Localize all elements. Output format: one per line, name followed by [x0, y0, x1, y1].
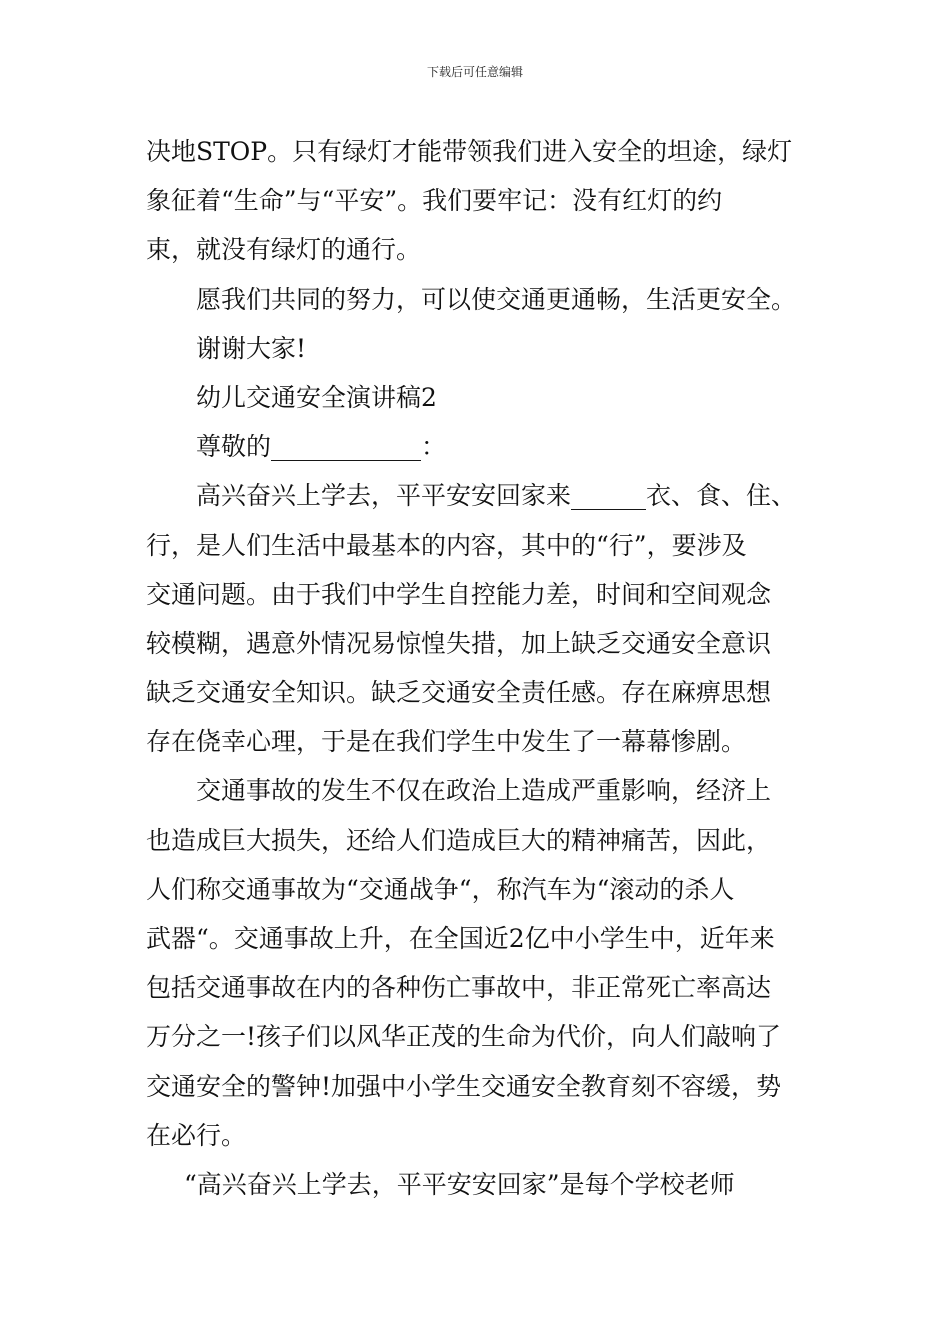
- text-line: 万分之一!孩子们以风华正茂的生命为代价，向人们敲响了: [146, 1022, 782, 1052]
- text-line: 束，就没有绿灯的通行。: [146, 235, 422, 265]
- text-line: 缺乏交通安全知识。缺乏交通安全责任感。存在麻痹思想: [146, 678, 772, 708]
- text-line: 存在侥幸心理，于是在我们学生中发生了一幕幕惨剧。: [146, 727, 747, 757]
- closing-thanks: 谢谢大家!: [196, 333, 307, 363]
- text-line: 较模糊，遇意外情况易惊惶失措，加上缺乏交通安全意识: [146, 628, 772, 658]
- salutation: 尊敬的____________：: [196, 432, 447, 462]
- text-line: 交通安全的警钟!加强中小学生交通安全教育刻不容缓，势: [146, 1071, 782, 1101]
- text-line: 交通问题。由于我们中学生自控能力差，时间和空间观念: [146, 579, 772, 609]
- section-title: 幼儿交通安全演讲稿2: [196, 382, 437, 412]
- paragraph-start: “高兴奋兴上学去，平平安安回家”是每个学校老师: [184, 1169, 735, 1199]
- paragraph-start: 高兴奋兴上学去，平平安安回家来______衣、食、住、: [196, 481, 797, 511]
- text-line: 武器“。交通事故上升，在全国近2亿中小学生中，近年来: [146, 924, 775, 953]
- page-header: 下载后可任意编辑: [426, 65, 523, 79]
- paragraph-start: 愿我们共同的努力，可以使交通更通畅，生活更安全。: [196, 284, 797, 314]
- text-line: 也造成巨大损失，还给人们造成巨大的精神痛苦，因此，: [146, 825, 772, 855]
- text-line: 在必行。: [146, 1120, 247, 1150]
- text-line: 象征着“生命”与“平安”。我们要牢记：没有红灯的约: [146, 186, 723, 216]
- document-body: [146, 127, 836, 1209]
- text-line: 行，是人们生活中最基本的内容，其中的“行”，要涉及: [146, 530, 747, 560]
- text-line: 包括交通事故在内的各种伤亡事故中，非正常死亡率高达: [146, 973, 772, 1003]
- text-line: 人们称交通事故为“交通战争“，称汽车为“滚动的杀人: [146, 874, 735, 904]
- paragraph-start: 交通事故的发生不仅在政治上造成严重影响，经济上: [196, 776, 772, 806]
- text-line: 决地STOP。只有绿灯才能带领我们进入安全的坦途，绿灯: [146, 137, 793, 166]
